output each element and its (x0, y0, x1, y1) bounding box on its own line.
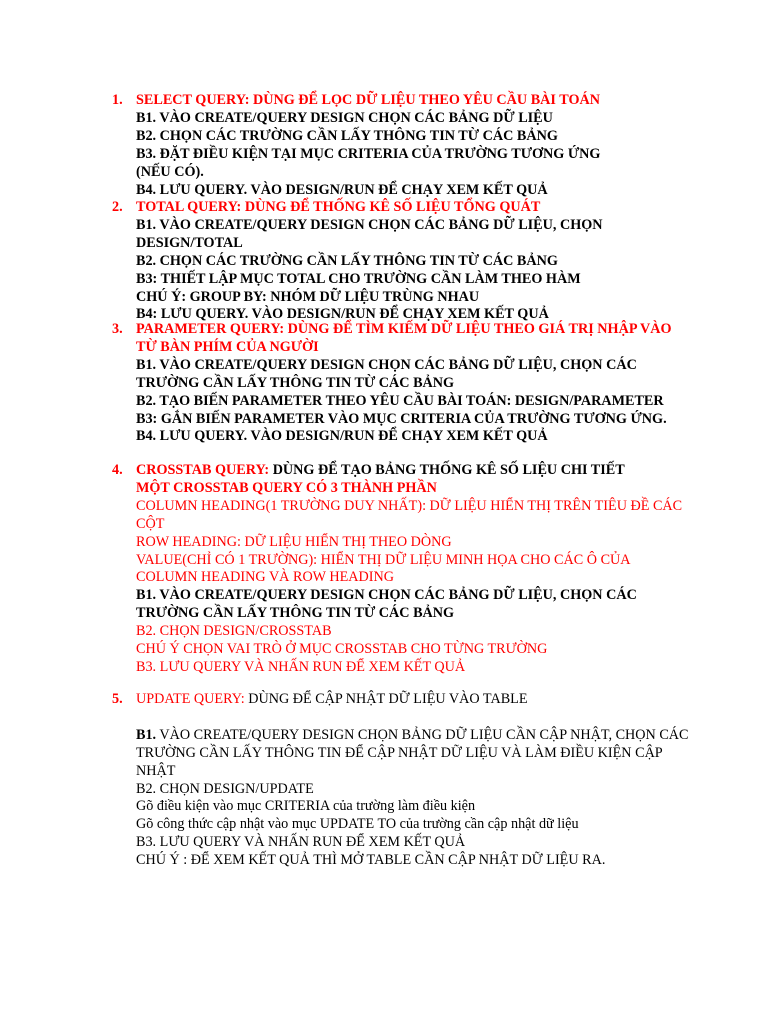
item-line: B1. VÀO CREATE/QUERY DESIGN CHỌN CÁC BẢNG DỮ LIỆU, CHỌN CÁC (136, 587, 637, 604)
item-heading: TOTAL QUERY: DÙNG ĐỂ THỐNG KÊ SỐ LIỆU TỔNG QUÁT (136, 199, 541, 215)
item-line: B3. LƯU QUERY VÀ NHẤN RUN ĐỂ XEM KẾT QUẢ (136, 834, 466, 851)
item-line: B4: LƯU QUERY. VÀO DESIGN/RUN ĐỂ CHẠY XEM KẾT QUẢ (136, 306, 549, 323)
item-line: B4. LƯU QUERY. VÀO DESIGN/RUN ĐỂ CHẠY XEM KẾT QUẢ (136, 181, 548, 198)
item-subheading: MỘT CROSSTAB QUERY CÓ 3 THÀNH PHẦN (136, 479, 437, 496)
item-line: VALUE(CHỈ CÓ 1 TRƯỜNG): HIỂN THỊ DỮ LIỆU MINH HỌA CHO CÁC Ô CỦA (136, 551, 631, 568)
item-line: B2. TẠO BIẾN PARAMETER THEO YÊU CẦU BÀI TOÁN: DESIGN/PARAMETER (136, 392, 664, 409)
item-line: TRƯỜNG CẦN LẤY THÔNG TIN ĐỂ CẬP NHẬT DỮ LIỆU VÀ LÀM ĐIỀU KIỆN CẬP (136, 744, 663, 761)
item-heading-text: DÙNG ĐỂ CẬP NHẬT DỮ LIỆU VÀO TABLE (244, 691, 528, 707)
step-label: B1. (136, 726, 157, 743)
step-text: VÀO CREATE/QUERY DESIGN CHỌN BẢNG DỮ LIỆU CẦN CẬP NHẬT, CHỌN CÁC (156, 726, 689, 743)
list-number: 1. (112, 92, 123, 108)
item-line: B2. CHỌN CÁC TRƯỜNG CẦN LẤY THÔNG TIN TỪ CÁC BẢNG (136, 127, 558, 144)
item-heading (136, 462, 692, 480)
item-heading-continued: TỪ BÀN PHÍM CỦA NGƯỜI (136, 338, 319, 355)
item-heading-label: CROSSTAB QUERY: (136, 462, 270, 478)
item-line: COLUMN HEADING(1 TRƯỜNG DUY NHẤT): DỮ LIỆU HIỂN THỊ TRÊN TIÊU ĐỀ CÁC (136, 497, 683, 514)
item-line: CHÚ Ý: GROUP BY: NHÓM DỮ LIỆU TRÙNG NHAU (136, 288, 480, 305)
list-number: 3. (112, 321, 123, 337)
item-line: B1. VÀO CREATE/QUERY DESIGN CHỌN CÁC BẢNG DỮ LIỆU, CHỌN CÁC (136, 356, 637, 373)
item-line: CỘT (136, 515, 165, 532)
list-item-parameter-query (112, 321, 692, 446)
list-number: 4. (112, 462, 123, 478)
item-line: NHẬT (136, 762, 176, 779)
item-heading-label: UPDATE QUERY: (136, 691, 245, 707)
item-line: COLUMN HEADING VÀ ROW HEADING (136, 569, 394, 586)
item-line: B3: THIẾT LẬP MỤC TOTAL CHO TRƯỜNG CẦN LÀM THEO HÀM (136, 270, 581, 287)
item-heading-text: DÙNG ĐỂ TẠO BẢNG THỐNG KÊ SỐ LIỆU CHI TIẾT (269, 462, 625, 478)
item-line: TRƯỜNG CẦN LẤY THÔNG TIN TỪ CÁC BẢNG (136, 374, 455, 391)
item-line: CHÚ Ý CHỌN VAI TRÒ Ở MỤC CROSSTAB CHO TỪNG TRƯỜNG (136, 641, 548, 658)
item-heading: SELECT QUERY: DÙNG ĐỂ LỌC DỮ LIỆU THEO YÊU CẦU BÀI TOÁN (136, 92, 600, 108)
item-line: Gõ điều kiện vào mục CRITERIA của trường làm điều kiện (136, 798, 476, 815)
list-item-update-query (112, 691, 692, 870)
list-number: 2. (112, 199, 123, 215)
list-item-select-query (112, 92, 692, 199)
item-heading (136, 691, 692, 709)
item-line: B2. CHỌN CÁC TRƯỜNG CẦN LẤY THÔNG TIN TỪ CÁC BẢNG (136, 252, 558, 269)
item-heading: PARAMETER QUERY: DÙNG ĐỂ TÌM KIẾM DỮ LIỆU THEO GIÁ TRỊ NHẬP VÀO (136, 321, 672, 337)
spacer (136, 709, 692, 727)
item-line: B3. LƯU QUERY VÀ NHẤN RUN ĐỂ XEM KẾT QUẢ (136, 658, 466, 675)
item-line: ROW HEADING: DỮ LIỆU HIỂN THỊ THEO DÒNG (136, 533, 452, 550)
item-line: B2. CHỌN DESIGN/UPDATE (136, 780, 314, 797)
item-line: (NẾU CÓ). (136, 163, 204, 180)
list-item-total-query (112, 199, 692, 324)
item-line (136, 727, 692, 745)
item-line: DESIGN/TOTAL (136, 234, 243, 251)
item-line: Gõ công thức cập nhật vào mục UPDATE TO của trường cần cập nhật dữ liệu (136, 816, 579, 833)
item-line: B4. LƯU QUERY. VÀO DESIGN/RUN ĐỂ CHẠY XEM KẾT QUẢ (136, 428, 548, 445)
item-line: CHÚ Ý : ĐỂ XEM KẾT QUẢ THÌ MỞ TABLE CẦN CẬP NHẬT DỮ LIỆU RA. (136, 852, 606, 869)
list-number: 5. (112, 691, 123, 707)
item-line: B1. VÀO CREATE/QUERY DESIGN CHỌN CÁC BẢNG DỮ LIỆU (136, 109, 553, 126)
item-line: B3: GẮN BIẾN PARAMETER VÀO MỤC CRITERIA CỦA TRƯỜNG TƯƠNG ỨNG. (136, 410, 667, 427)
item-line: B1. VÀO CREATE/QUERY DESIGN CHỌN CÁC BẢNG DỮ LIỆU, CHỌN (136, 216, 603, 233)
list-item-crosstab-query (112, 462, 692, 677)
item-line: B2. CHỌN DESIGN/CROSSTAB (136, 623, 332, 640)
item-line: TRƯỜNG CẦN LẤY THÔNG TIN TỪ CÁC BẢNG (136, 605, 455, 622)
item-line: B3. ĐẶT ĐIỀU KIỆN TẠI MỤC CRITERIA CỦA TRƯỜNG TƯƠNG ỨNG (136, 145, 601, 162)
